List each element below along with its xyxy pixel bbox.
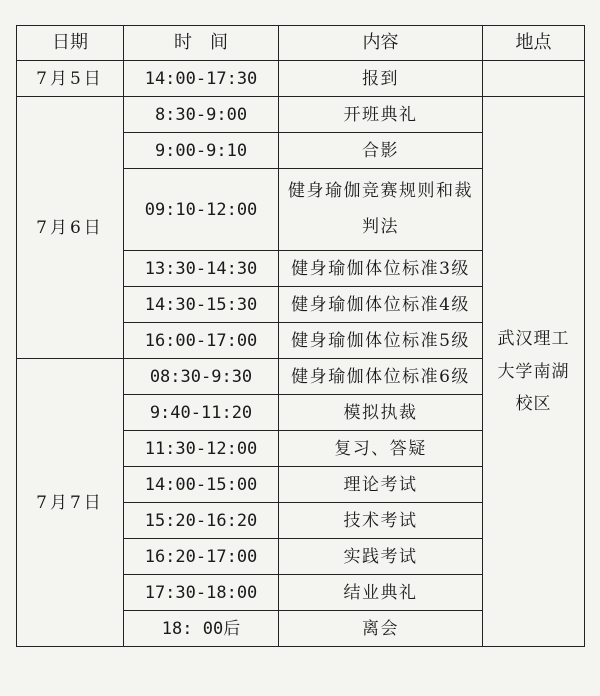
time-cell: 14:00-15:00 [124, 467, 279, 503]
content-cell: 技术考试 [279, 503, 483, 539]
place-cell [483, 97, 585, 647]
content-cell: 结业典礼 [279, 575, 483, 611]
content-cell: 健身瑜伽体位标准3级 [279, 251, 483, 287]
header-place: 地点 [483, 26, 585, 61]
time-cell: 14:30-15:30 [124, 287, 279, 323]
time-cell: 9:00-9:10 [124, 133, 279, 169]
time-cell: 16:00-17:00 [124, 323, 279, 359]
schedule-table [16, 25, 585, 647]
content-cell: 健身瑜伽体位标准6级 [279, 359, 483, 395]
place-cell-empty [483, 61, 585, 97]
place-text: 武汉理工大学南湖校区 [497, 329, 570, 414]
content-cell: 报到 [279, 61, 483, 97]
time-cell: 9:40-11:20 [124, 395, 279, 431]
header-time: 时 间 [124, 26, 279, 61]
header-row [17, 26, 585, 61]
content-cell: 健身瑜伽体位标准4级 [279, 287, 483, 323]
time-cell: 17:30-18:00 [124, 575, 279, 611]
table-row [17, 97, 585, 133]
content-cell: 模拟执裁 [279, 395, 483, 431]
time-cell: 16:20-17:00 [124, 539, 279, 575]
time-cell: 11:30-12:00 [124, 431, 279, 467]
content-cell: 合影 [279, 133, 483, 169]
date-cell: 7月7日 [17, 359, 124, 647]
date-cell: 7月5日 [17, 61, 124, 97]
time-cell: 13:30-14:30 [124, 251, 279, 287]
header-content: 内容 [279, 26, 483, 61]
content-cell: 理论考试 [279, 467, 483, 503]
time-cell: 14:00-17:30 [124, 61, 279, 97]
content-cell: 健身瑜伽竞赛规则和裁判法 [279, 169, 483, 251]
date-cell: 7月6日 [17, 97, 124, 359]
content-cell: 开班典礼 [279, 97, 483, 133]
table-row [17, 61, 585, 97]
time-cell: 09:10-12:00 [124, 169, 279, 251]
content-cell: 健身瑜伽体位标准5级 [279, 323, 483, 359]
time-cell: 08:30-9:30 [124, 359, 279, 395]
time-cell: 15:20-16:20 [124, 503, 279, 539]
time-cell: 18: 00后 [124, 611, 279, 647]
content-cell: 复习、答疑 [279, 431, 483, 467]
time-cell: 8:30-9:00 [124, 97, 279, 133]
header-date: 日期 [17, 26, 124, 61]
content-cell: 离会 [279, 611, 483, 647]
content-cell: 实践考试 [279, 539, 483, 575]
